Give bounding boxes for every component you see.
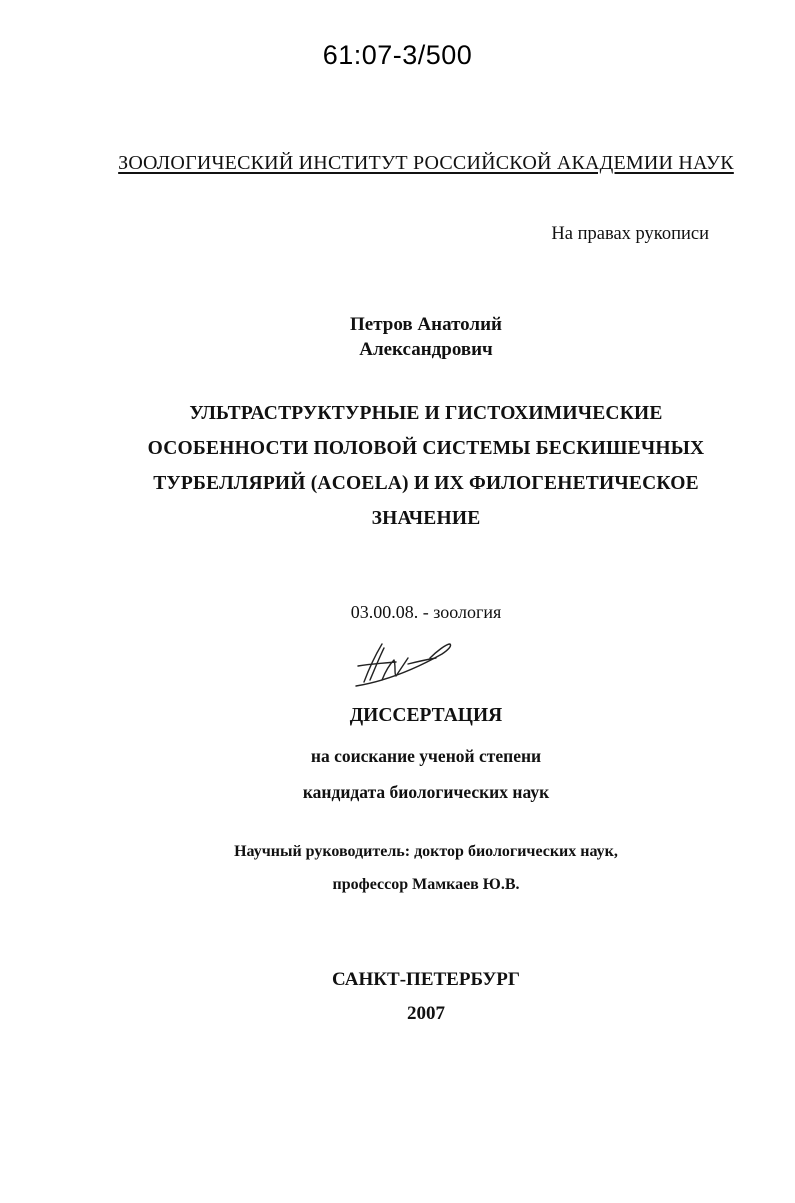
author-patronymic-line: Александрович [359, 339, 493, 360]
rights-note: На правах рукописи [551, 224, 709, 244]
degree-line: кандидата биологических наук [302, 782, 550, 802]
degree-block [0, 738, 795, 810]
supervisor-block [0, 835, 795, 901]
author-name-line: Петров Анатолий [350, 314, 502, 335]
institute-heading [0, 152, 795, 175]
author-block [0, 312, 795, 362]
handwritten-signature [350, 636, 460, 688]
supervisor-line: профессор Мамкаев Ю.В. [332, 876, 520, 893]
title-line: ЗНАЧЕНИЕ [371, 508, 481, 529]
title-line: ОСОБЕННОСТИ ПОЛОВОЙ СИСТЕМЫ БЕСКИШЕЧНЫХ [147, 438, 705, 459]
degree-line: на соискание ученой степени [310, 746, 542, 766]
archive-code: 61:07-3/500 [322, 40, 473, 70]
dissertation-title [0, 396, 795, 536]
document-type: ДИССЕРТАЦИЯ [349, 705, 503, 726]
title-line: УЛЬТРАСТРУКТУРНЫЕ И ГИСТОХИМИЧЕСКИЕ [189, 403, 663, 424]
title-line: ТУРБЕЛЛЯРИЙ (ACOELA) И ИХ ФИЛОГЕНЕТИЧЕСКОЕ [153, 473, 699, 494]
city: САНКТ-ПЕТЕРБУРГ [332, 969, 520, 990]
year: 2007 [407, 1003, 445, 1024]
supervisor-line: Научный руководитель: доктор биологических наук, [234, 843, 618, 860]
place-and-year [0, 963, 795, 1031]
institute-name: ЗООЛОГИЧЕСКИЙ ИНСТИТУТ РОССИЙСКОЙ АКАДЕМИИ НАУК [118, 152, 734, 174]
specialty-code: 03.00.08. - зоология [350, 602, 502, 622]
